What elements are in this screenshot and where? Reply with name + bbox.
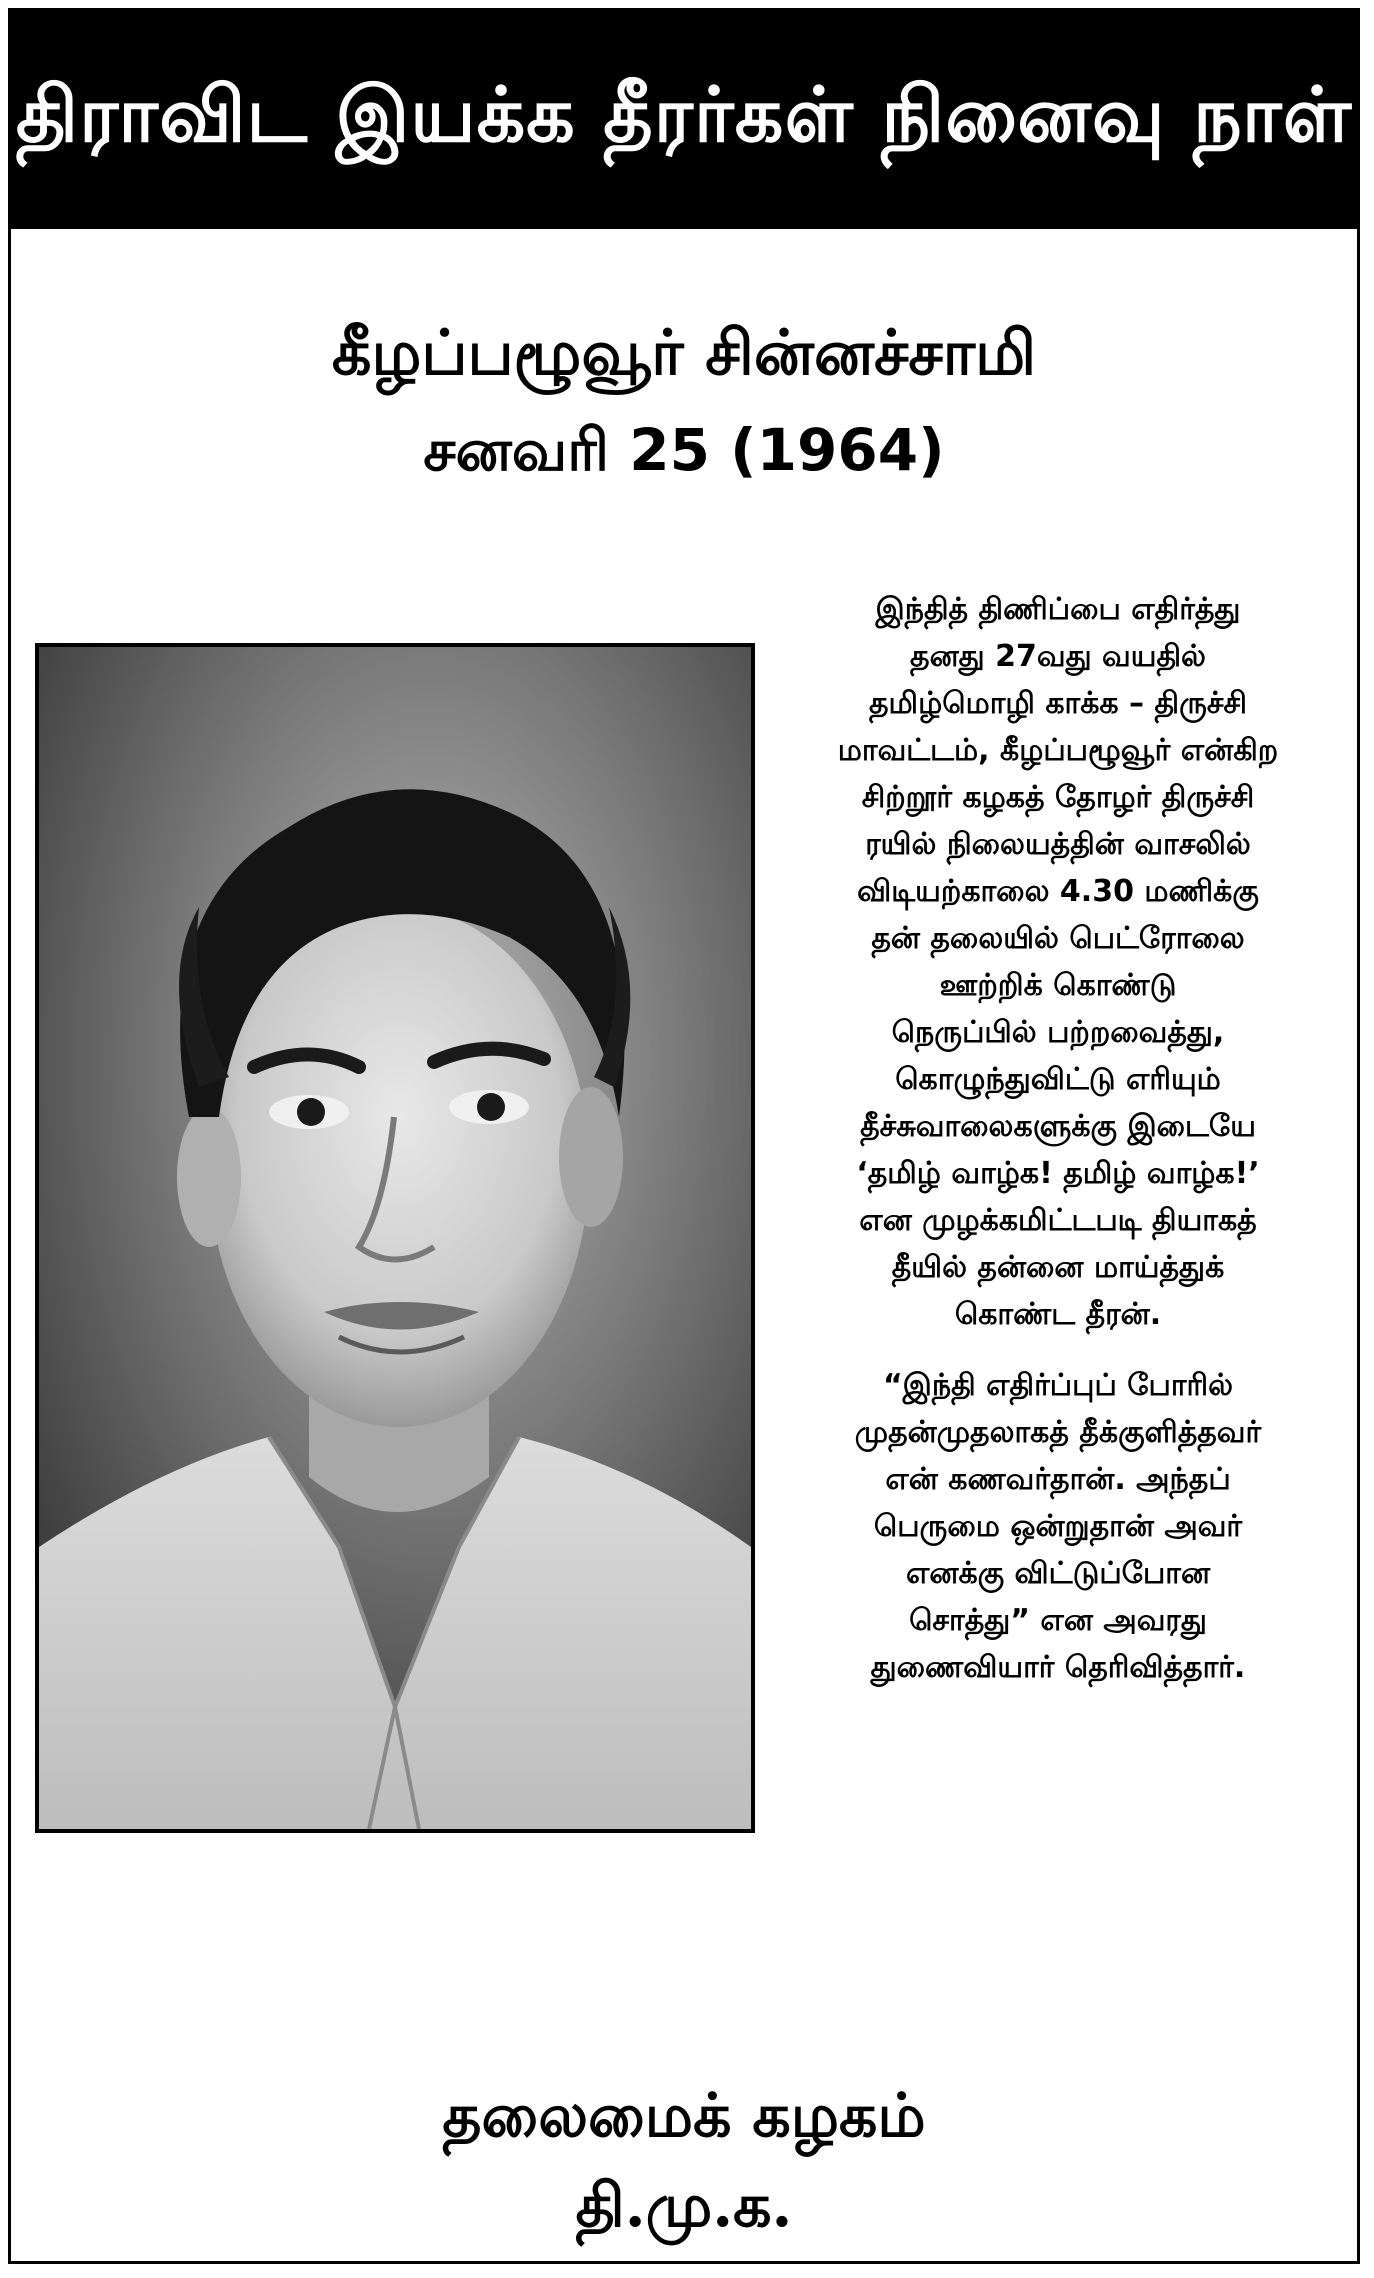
story-line: மாவட்டம், கீழப்பழூவூர் என்கிற bbox=[837, 733, 1279, 768]
quote-line: சொத்து” என அவரது bbox=[909, 1603, 1207, 1638]
quote-line: “இந்தி எதிர்ப்புப் போரில் bbox=[882, 1368, 1234, 1403]
story-line: தமிழ்மொழி காக்க – திருச்சி bbox=[869, 686, 1247, 721]
portrait-illustration bbox=[39, 647, 751, 1829]
quote-line: என் கணவர்தான். அந்தப் bbox=[885, 1462, 1231, 1497]
story-line: சிற்றூர் கழகத் தோழர் திருச்சி bbox=[861, 780, 1255, 815]
quote-line: பெருமை ஒன்றுதான் அவர் bbox=[873, 1509, 1243, 1544]
banner-title: திராவிட இயக்க தீரர்கள் நினைவு நாள் bbox=[11, 11, 1357, 229]
story-line: கொழுந்துவிட்டு எரியும் bbox=[895, 1062, 1221, 1097]
story-line: ரயில் நிலையத்தின் வாசலில் bbox=[865, 827, 1251, 862]
story-line: கொண்ட தீரன். bbox=[954, 1297, 1162, 1332]
story-line: இந்தித் திணிப்பை எதிர்த்து bbox=[875, 592, 1241, 627]
person-name: கீழப்பழூவூர் சின்னச்சாமி bbox=[331, 316, 1037, 389]
story-line: ‘தமிழ் வாழ்க! தமிழ் வாழ்க!’ bbox=[856, 1156, 1260, 1191]
story-line: தன் தலையில் பெட்ரோலை bbox=[871, 921, 1245, 956]
footer-organization: தலைமைக் கழகம் bbox=[442, 2081, 926, 2151]
story-line: தீச்சுவாலைகளுக்கு இடையே bbox=[860, 1109, 1256, 1144]
wife-quote bbox=[757, 1362, 1359, 1691]
story-line: நெருப்பில் பற்றவைத்து, bbox=[891, 1015, 1225, 1050]
quote-line: முதன்முதலாகத் தீக்குளித்தவர் bbox=[854, 1415, 1262, 1450]
story-line: தீயில் தன்னை மாய்த்துக் bbox=[891, 1250, 1225, 1285]
memorial-date: சனவரி 25 (1964) bbox=[423, 416, 945, 484]
quote-line: எனக்கு விட்டுப்போன bbox=[905, 1556, 1211, 1591]
footer-party: தி.மு.க. bbox=[575, 2171, 793, 2241]
notice-frame bbox=[8, 8, 1360, 2264]
story-line: தனது 27வது வயதில் bbox=[910, 639, 1206, 674]
story-text bbox=[757, 586, 1359, 1691]
quote-line: துணைவியார் தெரிவித்தார். bbox=[870, 1650, 1246, 1685]
portrait-photo bbox=[35, 643, 755, 1833]
story-line: ஊற்றிக் கொண்டு bbox=[939, 968, 1177, 1003]
story-line: என முழக்கமிட்டபடி தியாகத் bbox=[859, 1203, 1257, 1238]
story-line: விடியற்காலை 4.30 மணிக்கு bbox=[857, 874, 1259, 909]
